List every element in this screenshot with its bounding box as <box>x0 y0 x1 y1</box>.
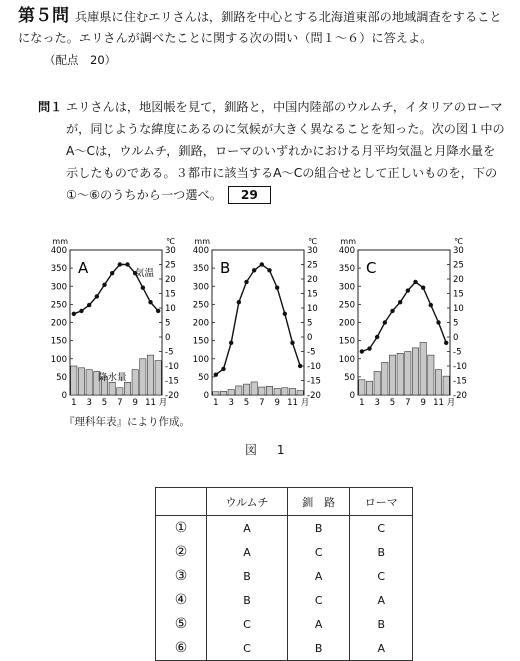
option-row <box>156 540 413 564</box>
temperature-line <box>362 282 446 352</box>
option-number: ① <box>156 516 207 541</box>
right-tick-label: -10 <box>453 362 467 372</box>
temperature-point <box>148 300 152 304</box>
right-tick-label: -5 <box>307 347 316 358</box>
temperature-point <box>110 271 114 275</box>
left-tick-label: 0 <box>349 391 355 401</box>
right-tick-label: -10 <box>307 362 321 372</box>
precipitation-bar <box>243 384 249 395</box>
left-tick-label: 250 <box>192 300 209 311</box>
precipitation-bar <box>289 388 295 395</box>
precipitation-bar <box>359 380 365 395</box>
x-tick-label: 3 <box>374 398 380 408</box>
precipitation-bar <box>266 386 272 395</box>
temperature-point <box>360 349 364 353</box>
right-tick-label: 5 <box>165 318 171 329</box>
option-cell: C <box>287 588 350 612</box>
option-number: ② <box>156 540 207 564</box>
temperature-line <box>216 265 300 375</box>
precipitation-bar <box>443 376 449 395</box>
precipitation-bar <box>374 371 380 395</box>
right-tick-label: 15 <box>165 289 176 300</box>
header-kushiro: 釧 路 <box>287 488 350 516</box>
temperature-point <box>214 373 218 377</box>
precipitation-bar <box>220 391 226 395</box>
temperature-point <box>267 268 271 272</box>
temperature-point <box>87 303 91 307</box>
option-cell: B <box>350 612 413 636</box>
left-tick-label: 50 <box>198 372 209 383</box>
left-tick-label: 300 <box>50 282 67 293</box>
left-tick-label: 200 <box>192 318 209 329</box>
precipitation-bar <box>71 366 77 395</box>
temperature-point <box>102 283 106 287</box>
temperature-point <box>237 300 241 304</box>
right-tick-label: -5 <box>453 347 462 358</box>
chart-c-label: C <box>366 259 377 277</box>
left-tick-label: 400 <box>338 246 355 256</box>
right-tick-label: 0 <box>165 333 171 343</box>
option-cell: A <box>287 612 350 636</box>
x-tick-label: 月 <box>300 398 310 408</box>
temperature-point <box>398 300 402 304</box>
x-tick-label: 9 <box>132 398 138 408</box>
temperature-point <box>413 280 417 284</box>
precipitation-bar <box>412 348 418 395</box>
precipitation-bar <box>78 368 84 395</box>
left-tick-label: 200 <box>50 318 67 329</box>
left-tick-label: 300 <box>192 282 209 293</box>
header-rome: ローマ <box>350 488 413 516</box>
precipitation-bar <box>420 342 426 395</box>
temperature-point <box>298 364 302 368</box>
options-header-row <box>156 488 413 516</box>
precipitation-bar <box>382 362 388 395</box>
temperature-point <box>118 262 122 266</box>
right-tick-label: 15 <box>453 289 464 300</box>
precipitation-bar <box>109 382 115 395</box>
question-1-label: 問１ <box>38 100 63 114</box>
right-tick-label: -15 <box>453 376 467 387</box>
temperature-point <box>383 320 387 324</box>
x-tick-label: 9 <box>274 398 280 408</box>
x-tick-label: 5 <box>389 398 396 408</box>
right-tick-label: 5 <box>453 318 459 329</box>
precipitation-bar <box>405 352 411 396</box>
left-tick-label: 200 <box>338 318 355 329</box>
x-tick-label: 月 <box>158 398 168 408</box>
temperature-point <box>436 320 440 324</box>
right-tick-label: 20 <box>307 275 318 285</box>
temperature-point <box>375 335 379 339</box>
right-tick-label: -10 <box>165 362 179 372</box>
precipitation-label: 降水量 <box>98 372 127 384</box>
temperature-point <box>367 346 371 350</box>
x-tick-label: 1 <box>359 398 365 408</box>
option-cell: A <box>287 564 350 588</box>
precipitation-bar <box>124 382 130 395</box>
right-tick-label: -5 <box>165 347 174 358</box>
left-tick-label: 250 <box>338 300 355 311</box>
temperature-point <box>290 341 294 345</box>
right-axis-unit: ℃ <box>454 237 463 246</box>
option-number: ⑤ <box>156 612 207 636</box>
option-row <box>156 564 413 588</box>
option-cell: A <box>207 540 288 564</box>
left-tick-label: 50 <box>56 372 67 383</box>
option-number: ⑥ <box>156 636 207 661</box>
option-row <box>156 612 413 636</box>
left-tick-label: 100 <box>192 354 209 365</box>
option-cell: B <box>207 564 288 588</box>
left-tick-label: 350 <box>338 264 355 275</box>
left-tick-label: 400 <box>192 246 209 256</box>
left-axis-unit: mm <box>52 237 68 246</box>
option-cell: C <box>207 636 288 661</box>
chart-b-label: B <box>220 259 231 277</box>
right-tick-label: 0 <box>307 333 313 343</box>
x-tick-label: 3 <box>228 398 234 408</box>
right-tick-label: 30 <box>165 246 176 256</box>
options-corner-cell <box>156 488 207 516</box>
precipitation-bar <box>213 392 219 395</box>
right-tick-label: 15 <box>307 289 318 300</box>
precipitation-bar <box>236 386 242 395</box>
left-tick-label: 250 <box>50 300 67 311</box>
right-axis-unit: ℃ <box>308 237 317 246</box>
right-tick-label: 25 <box>165 260 176 271</box>
temperature-point <box>95 294 99 298</box>
precipitation-bar <box>117 388 123 395</box>
precipitation-bar <box>274 388 280 395</box>
right-tick-label: 10 <box>453 304 464 314</box>
precipitation-bar <box>259 387 265 395</box>
right-axis-unit: ℃ <box>166 237 175 246</box>
temperature-point <box>156 309 160 313</box>
precipitation-bar <box>428 355 434 395</box>
options-table <box>155 487 413 661</box>
chart-a-label: A <box>78 259 89 277</box>
temperature-point <box>260 262 264 266</box>
precipitation-bar <box>435 370 441 395</box>
figure-caption: 図 1 <box>245 443 293 457</box>
option-cell: B <box>350 540 413 564</box>
right-tick-label: -20 <box>165 391 179 401</box>
x-tick-label: 9 <box>420 398 426 408</box>
right-tick-label: 0 <box>453 333 459 343</box>
left-tick-label: 400 <box>50 246 67 256</box>
x-tick-label: 3 <box>86 398 92 408</box>
header-urumqi: ウルムチ <box>207 488 288 516</box>
points-note: （配点 20） <box>44 53 117 67</box>
temperature-point <box>221 367 225 371</box>
option-cell: A <box>350 636 413 661</box>
left-tick-label: 300 <box>338 282 355 293</box>
question-1-text: エリさんは，地図帳を見て，釧路と，中国内陸部のウルムチ，イタリアのローマが，同じような緯度にあるのに気候が大きく異なることを知った。次の図１中のA〜Cは，ウルムチ，釧路，ローマのいずれかにおける月平均気温と月降水量を示したものである。３都市に該当するA〜Cの組合せとして正しいものを，下の①〜⑥のうちから一つ選べ。 <box>66 100 505 202</box>
precipitation-bar <box>397 353 403 395</box>
temperature-point <box>79 309 83 313</box>
left-tick-label: 100 <box>338 354 355 365</box>
right-tick-label: 25 <box>307 260 318 271</box>
option-cell: C <box>350 516 413 541</box>
precipitation-bar <box>86 370 92 395</box>
precipitation-bar <box>297 391 303 395</box>
temperature-point <box>406 288 410 292</box>
x-tick-label: 7 <box>259 398 265 408</box>
option-cell: C <box>350 564 413 588</box>
temperature-point <box>444 341 448 345</box>
x-tick-label: 5 <box>243 398 250 408</box>
precipitation-bar <box>132 370 138 395</box>
precipitation-bar <box>251 382 257 395</box>
option-cell: A <box>207 516 288 541</box>
question-1 <box>38 96 506 206</box>
option-cell: B <box>287 636 350 661</box>
left-axis-unit: mm <box>194 237 210 246</box>
question-intro-text: 兵庫県に住むエリさんは，釧路を中心とする北海道東部の地域調査をすることになった。エリさんが調べたことに関する次の問い（問１〜６）に答えよ。 <box>18 10 502 45</box>
option-row <box>156 588 413 612</box>
question-number: 第５問 <box>18 6 69 26</box>
x-tick-label: 11 <box>145 398 156 408</box>
temperature-point <box>141 286 145 290</box>
precipitation-bar <box>366 381 372 395</box>
left-tick-label: 150 <box>50 336 67 347</box>
x-tick-label: 11 <box>433 398 444 408</box>
option-cell: A <box>350 588 413 612</box>
option-cell: B <box>207 588 288 612</box>
temperature-point <box>72 312 76 316</box>
x-tick-label: 11 <box>287 398 298 408</box>
x-tick-label: 7 <box>405 398 411 408</box>
option-row <box>156 516 413 541</box>
temperature-point <box>244 280 248 284</box>
temperature-point <box>390 309 394 313</box>
option-number: ④ <box>156 588 207 612</box>
temperature-point <box>229 341 233 345</box>
left-tick-label: 100 <box>50 354 67 365</box>
x-tick-label: 1 <box>213 398 219 408</box>
left-tick-label: 150 <box>338 336 355 347</box>
precipitation-bar <box>228 390 234 395</box>
option-row <box>156 636 413 661</box>
option-cell: C <box>287 540 350 564</box>
right-tick-label: 30 <box>453 246 464 256</box>
left-tick-label: 0 <box>61 391 67 401</box>
precipitation-bar <box>140 359 146 395</box>
x-tick-label: 1 <box>71 398 77 408</box>
question-intro <box>18 6 513 49</box>
right-tick-label: 30 <box>307 246 318 256</box>
left-tick-label: 350 <box>192 264 209 275</box>
right-tick-label: 5 <box>307 318 313 329</box>
precipitation-bar <box>155 361 161 395</box>
temperature-point <box>283 312 287 316</box>
option-cell: B <box>287 516 350 541</box>
option-cell: C <box>207 612 288 636</box>
left-tick-label: 50 <box>344 372 355 383</box>
temperature-point <box>421 286 425 290</box>
precipitation-bar <box>147 355 153 395</box>
right-tick-label: 20 <box>453 275 464 285</box>
option-number: ③ <box>156 564 207 588</box>
right-tick-label: 10 <box>165 304 176 314</box>
x-tick-label: 月 <box>446 398 456 408</box>
right-tick-label: -20 <box>453 391 467 401</box>
left-tick-label: 0 <box>203 391 209 401</box>
right-tick-label: -15 <box>307 376 321 387</box>
right-tick-label: -15 <box>165 376 179 387</box>
right-tick-label: 20 <box>165 275 176 285</box>
left-tick-label: 150 <box>192 336 209 347</box>
right-tick-label: 25 <box>453 260 464 271</box>
x-tick-label: 5 <box>101 398 108 408</box>
temperature-label: 気温 <box>134 268 154 279</box>
left-tick-label: 350 <box>50 264 67 275</box>
temperature-point <box>429 303 433 307</box>
temperature-point <box>125 262 129 266</box>
figure-source: 『理科年表』により作成。 <box>64 416 190 428</box>
right-tick-label: -20 <box>307 391 321 401</box>
x-tick-label: 7 <box>117 398 123 408</box>
answer-number-box: 29 <box>228 186 271 204</box>
temperature-point <box>275 286 279 290</box>
precipitation-bar <box>282 388 288 395</box>
right-tick-label: 10 <box>307 304 318 314</box>
precipitation-bar <box>389 355 395 395</box>
temperature-point <box>252 268 256 272</box>
left-axis-unit: mm <box>340 237 356 246</box>
